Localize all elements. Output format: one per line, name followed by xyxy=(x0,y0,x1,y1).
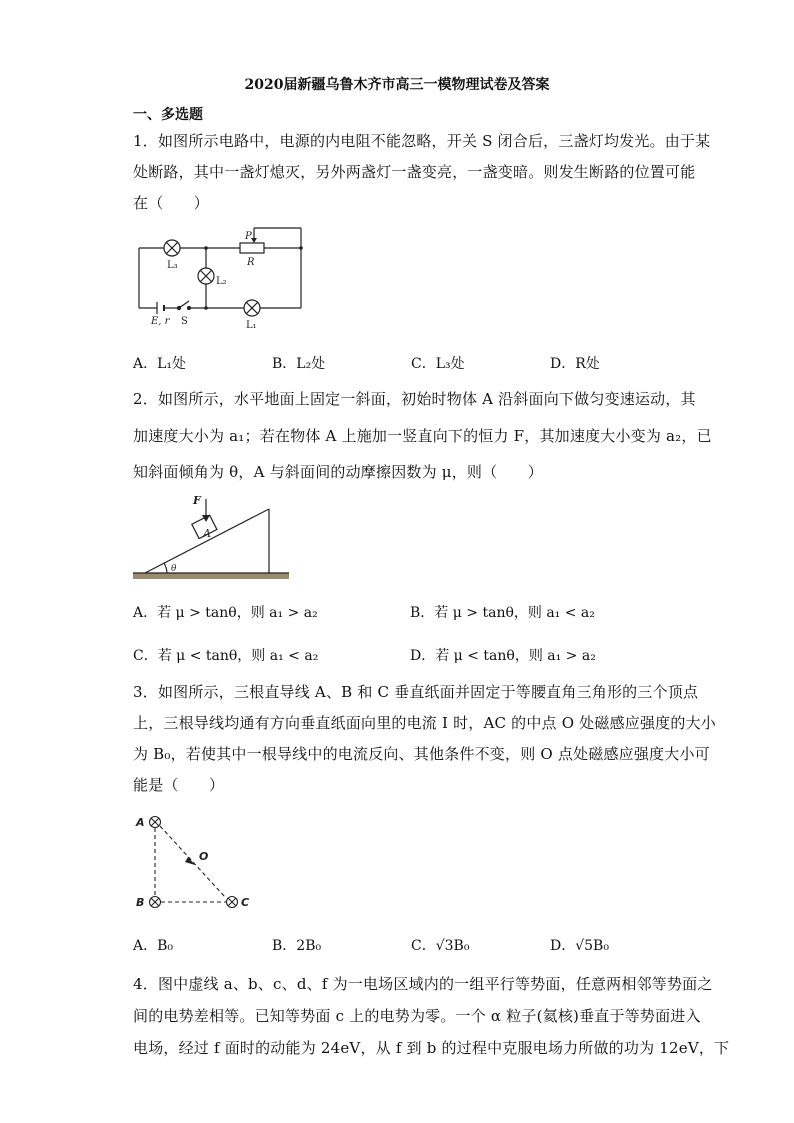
q3-option-d[interactable]: D．√5B₀ xyxy=(550,938,609,954)
q3-line-1: 3．如图所示，三根直导线 A、B 和 C 垂直纸面并固定于等腰直角三角形的三个顶点 xyxy=(133,683,699,701)
q2-line-3: 知斜面倾角为 θ，A 与斜面间的动摩擦因数为 μ，则（ ） xyxy=(133,463,543,481)
q1-line-2: 处断路，其中一盏灯熄灭，另外两盏灯一盏变亮，一盏变暗。则发生断路的位置可能 xyxy=(133,163,696,181)
q3-option-c[interactable]: C．√3B₀ xyxy=(411,938,470,954)
ground-icon xyxy=(133,573,289,579)
q1-option-a[interactable]: A．L₁处 xyxy=(133,356,187,372)
wire-triangle-diagram xyxy=(133,808,263,918)
lamp-l2-icon xyxy=(198,268,214,284)
q3-option-b[interactable]: B．2B₀ xyxy=(272,938,322,954)
label-l1: L₁ xyxy=(246,320,257,331)
q2-option-a[interactable]: A．若 μ > tanθ，则 a₁ > a₂ xyxy=(133,605,318,621)
wire-c-icon xyxy=(227,897,238,908)
label-s: S xyxy=(181,316,188,327)
q2-line-1: 2．如图所示，水平地面上固定一斜面，初始时物体 A 沿斜面向下做匀变速运动，其 xyxy=(133,390,696,408)
q3-line-4: 能是（ ） xyxy=(133,776,225,794)
label-r: R xyxy=(247,257,255,268)
q2-option-b[interactable]: B．若 μ > tanθ，则 a₁ < a₂ xyxy=(410,605,595,621)
label-p: P xyxy=(245,231,252,242)
label-a: A xyxy=(203,527,211,540)
label-f: F xyxy=(193,494,201,507)
q4-line-1: 4．图中虚线 a、b、c、d、f 为一电场区域内的一组平行等势面，任意两相邻等势面之 xyxy=(133,975,713,993)
q4-line-3: 电场，经过 f 面时的动能为 24eV，从 f 到 b 的过程中克服电场力所做的功为 12eV，下 xyxy=(133,1039,730,1057)
q1-line-1: 1．如图所示电路中，电源的内电阻不能忽略，开关 S 闭合后，三盏灯均发光。由于某 xyxy=(133,132,711,150)
label-l2: L₂ xyxy=(216,276,227,287)
label-c: C xyxy=(241,896,250,909)
label-theta: θ xyxy=(171,564,177,574)
q1-option-b[interactable]: B．L₂处 xyxy=(272,356,326,372)
circuit-diagram xyxy=(133,218,308,333)
q1-option-c[interactable]: C．L₃处 xyxy=(411,356,465,372)
document-title: 2020届新疆乌鲁木齐市高三一模物理试卷及答案 xyxy=(244,77,550,93)
label-er: E, r xyxy=(151,316,170,327)
resistor-icon xyxy=(240,243,264,253)
section-heading: 一、多选题 xyxy=(133,107,203,123)
q2-option-d[interactable]: D．若 μ < tanθ，则 a₁ > a₂ xyxy=(410,648,596,664)
wire-a-icon xyxy=(150,817,161,828)
q1-option-d[interactable]: D．R处 xyxy=(550,356,600,372)
q3-line-2: 上，三根导线均通有方向垂直纸面向里的电流 I 时，AC 的中点 O 处磁感应强度的大小 xyxy=(133,714,716,732)
q1-line-3: 在（ ） xyxy=(133,194,210,212)
label-b: B xyxy=(136,896,145,909)
q3-line-3: 为 B₀，若使其中一根导线中的电流反向、其他条件不变，则 O 点处磁感应强度大小可 xyxy=(133,745,710,763)
wire-b-icon xyxy=(150,897,161,908)
lamp-l3-icon xyxy=(164,240,180,256)
label-l3: L₃ xyxy=(167,260,178,271)
label-o: O xyxy=(199,850,209,863)
q2-option-c[interactable]: C．若 μ < tanθ，则 a₁ < a₂ xyxy=(133,648,319,664)
label-a: A xyxy=(136,816,145,829)
q2-line-2: 加速度大小为 a₁；若在物体 A 上施加一竖直向下的恒力 F，其加速度大小变为 a₂，已 xyxy=(133,427,712,445)
q3-option-a[interactable]: A．B₀ xyxy=(133,938,174,954)
q4-line-2: 间的电势差相等。已知等势面 c 上的电势为零。一个 α 粒子(氦核)垂直于等势面进入 xyxy=(133,1007,701,1025)
incline-diagram xyxy=(133,487,293,587)
lamp-l1-icon xyxy=(244,300,260,316)
